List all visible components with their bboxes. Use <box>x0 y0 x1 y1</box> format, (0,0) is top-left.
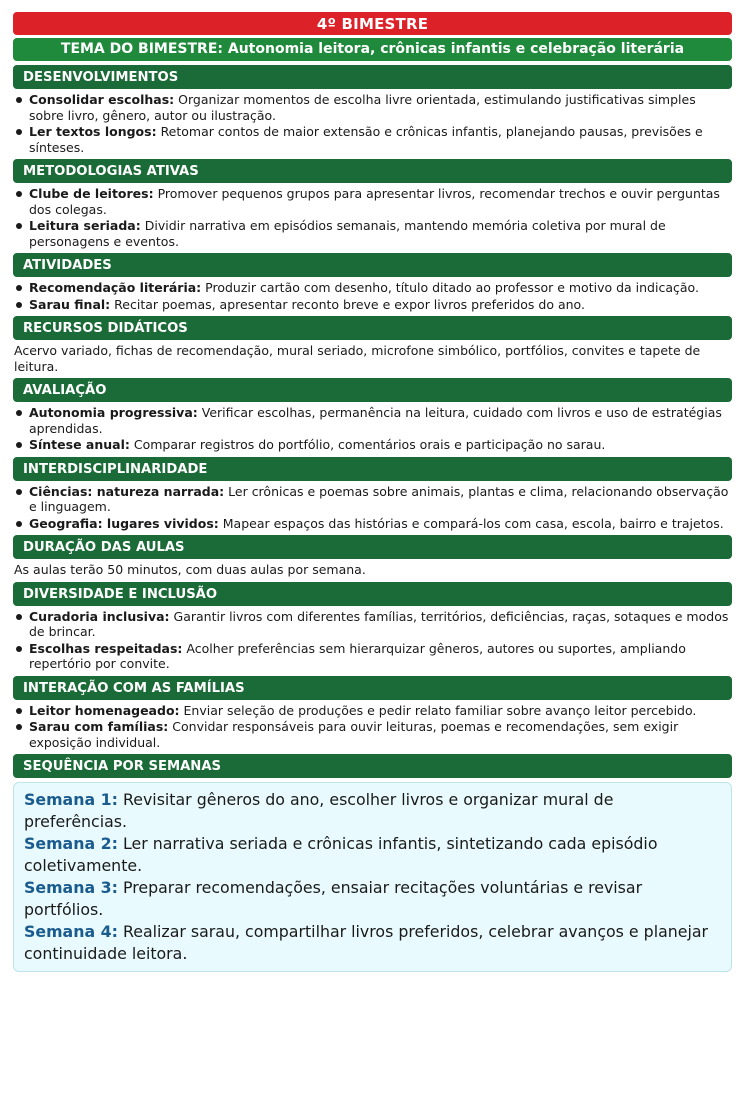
week-label: Semana 1: <box>24 790 118 809</box>
item-text: Convidar responsáveis para ouvir leituras, poemas e recomendações, sem exigir exposição individual. <box>29 719 679 750</box>
item-label: Escolhas respeitadas: <box>29 640 183 656</box>
page-title: 4º BIMESTRE <box>13 12 732 35</box>
bullet-icon <box>16 614 22 620</box>
item-label: Curadoria inclusiva: <box>29 608 170 624</box>
list-item <box>13 297 732 313</box>
bullet-icon <box>16 724 22 730</box>
item-label: Ciências: natureza narrada: <box>29 483 225 499</box>
week-row <box>24 877 721 921</box>
sections-container <box>13 65 732 972</box>
week-row <box>24 833 721 877</box>
bullet-icon <box>16 489 22 495</box>
week-text: Revisitar gêneros do ano, escolher livros e organizar mural de preferências. <box>24 790 614 831</box>
section-list <box>13 405 732 453</box>
section-heading-atividades: ATIVIDADES <box>13 253 732 277</box>
week-text: Realizar sarau, compartilhar livros preferidos, celebrar avanços e planejar continuidade leitora. <box>24 922 709 963</box>
bullet-icon <box>16 129 22 135</box>
item-label: Sarau com famílias: <box>29 719 169 734</box>
list-item <box>13 703 732 719</box>
section-heading-metodologias-ativas: METODOLOGIAS ATIVAS <box>13 159 732 183</box>
list-item <box>13 437 732 453</box>
section-heading-diversidade-e-inclusao: DIVERSIDADE E INCLUSÃO <box>13 582 732 606</box>
item-text: Promover pequenos grupos para apresentar livros, recomendar trechos e ouvir perguntas dos colegas. <box>29 186 720 217</box>
section-text: As aulas terão 50 minutos, com duas aulas por semana. <box>14 562 366 577</box>
bullet-icon <box>16 442 22 448</box>
section-heading-desenvolvimentos: DESENVOLVIMENTOS <box>13 65 732 89</box>
item-text: Ler crônicas e poemas sobre animais, plantas e clima, relacionando observação e linguagem. <box>29 483 729 514</box>
week-row <box>24 921 721 965</box>
list-item <box>13 516 732 532</box>
week-text: Ler narrativa seriada e crônicas infantis, sintetizando cada episódio coletivamente. <box>24 834 658 875</box>
list-item <box>13 124 732 155</box>
section-heading-recursos-didaticos: RECURSOS DIDÁTICOS <box>13 316 732 340</box>
item-text: Enviar seleção de produções e pedir relato familiar sobre avanço leitor percebido. <box>183 702 697 718</box>
section-heading-sequencia-por-semanas: SEQUÊNCIA POR SEMANAS <box>13 754 732 778</box>
item-label: Geografia: lugares vividos: <box>29 515 219 531</box>
list-item <box>13 280 732 296</box>
list-item <box>13 405 732 436</box>
theme-banner: TEMA DO BIMESTRE: Autonomia leitora, crônicas infantis e celebração literária <box>13 38 732 61</box>
item-text: Garantir livros com diferentes famílias, territórios, deficiências, raças, sotaques e modos de brincar. <box>29 608 729 639</box>
item-label: Ler textos longos: <box>29 124 157 139</box>
bullet-icon <box>16 97 22 103</box>
item-label: Autonomia progressiva: <box>29 405 198 420</box>
section-list <box>13 609 732 672</box>
bullet-icon <box>16 410 22 416</box>
item-label: Síntese anual: <box>29 437 130 452</box>
item-text: Retomar contos de maior extensão e crônicas infantis, planejando pausas, previsões e sínteses. <box>29 124 703 155</box>
week-text: Preparar recomendações, ensaiar recitações voluntárias e revisar portfólios. <box>24 878 643 919</box>
weeks-box <box>13 782 732 972</box>
bullet-icon <box>16 708 22 714</box>
item-text: Verificar escolhas, permanência na leitura, cuidado com livros e uso de estratégias aprendidas. <box>29 405 722 436</box>
bullet-icon <box>16 521 22 527</box>
item-text: Dividir narrativa em episódios semanais, mantendo memória coletiva por mural de personagens e eventos. <box>29 218 666 249</box>
item-label: Clube de leitores: <box>29 186 154 201</box>
list-item <box>13 484 732 515</box>
section-list <box>13 280 732 312</box>
section-heading-interdisciplinaridade: INTERDISCIPLINARIDADE <box>13 457 732 481</box>
section-list <box>13 92 732 155</box>
bullet-icon <box>16 302 22 308</box>
item-text: Produzir cartão com desenho, título ditado ao professor e motivo da indicação. <box>205 280 699 295</box>
item-text: Organizar momentos de escolha livre orientada, estimulando justificativas simples sobre livro, gênero, autor ou ilustração. <box>29 92 696 123</box>
item-label: Sarau final: <box>29 296 111 312</box>
section-heading-duracao-das-aulas: DURAÇÃO DAS AULAS <box>13 535 732 559</box>
list-item <box>13 186 732 217</box>
week-row <box>24 789 721 833</box>
section-text: Acervo variado, fichas de recomendação, mural seriado, microfone simbólico, portfólios, convites e tapete de leitura. <box>14 343 701 374</box>
bullet-icon <box>16 223 22 229</box>
item-label: Consolidar escolhas: <box>29 92 175 107</box>
item-label: Recomendação literária: <box>29 280 202 295</box>
section-list <box>13 186 732 249</box>
section-heading-interacao-com-as-familias: INTERAÇÃO COM AS FAMÍLIAS <box>13 676 732 700</box>
bullet-icon <box>16 646 22 652</box>
item-text: Comparar registros do portfólio, comentários orais e participação no sarau. <box>133 437 606 452</box>
bullet-icon <box>16 285 22 291</box>
item-text: Acolher preferências sem hierarquizar gêneros, autores ou suportes, ampliando repertório por convite. <box>29 640 686 671</box>
item-label: Leitor homenageado: <box>29 702 180 718</box>
section-list <box>13 703 732 751</box>
section-heading-avaliacao: AVALIAÇÃO <box>13 378 732 402</box>
list-item <box>13 609 732 640</box>
list-item <box>13 719 732 750</box>
list-item <box>13 641 732 672</box>
bullet-icon <box>16 191 22 197</box>
week-label: Semana 2: <box>24 834 118 853</box>
item-label: Leitura seriada: <box>29 218 141 233</box>
list-item <box>13 92 732 123</box>
section-list <box>13 484 732 532</box>
item-text: Mapear espaços das histórias e compará-los com casa, escola, bairro e trajetos. <box>222 515 724 531</box>
item-text: Recitar poemas, apresentar reconto breve e expor livros preferidos do ano. <box>114 296 585 312</box>
week-label: Semana 3: <box>24 878 118 897</box>
list-item <box>13 218 732 249</box>
week-label: Semana 4: <box>24 922 118 941</box>
